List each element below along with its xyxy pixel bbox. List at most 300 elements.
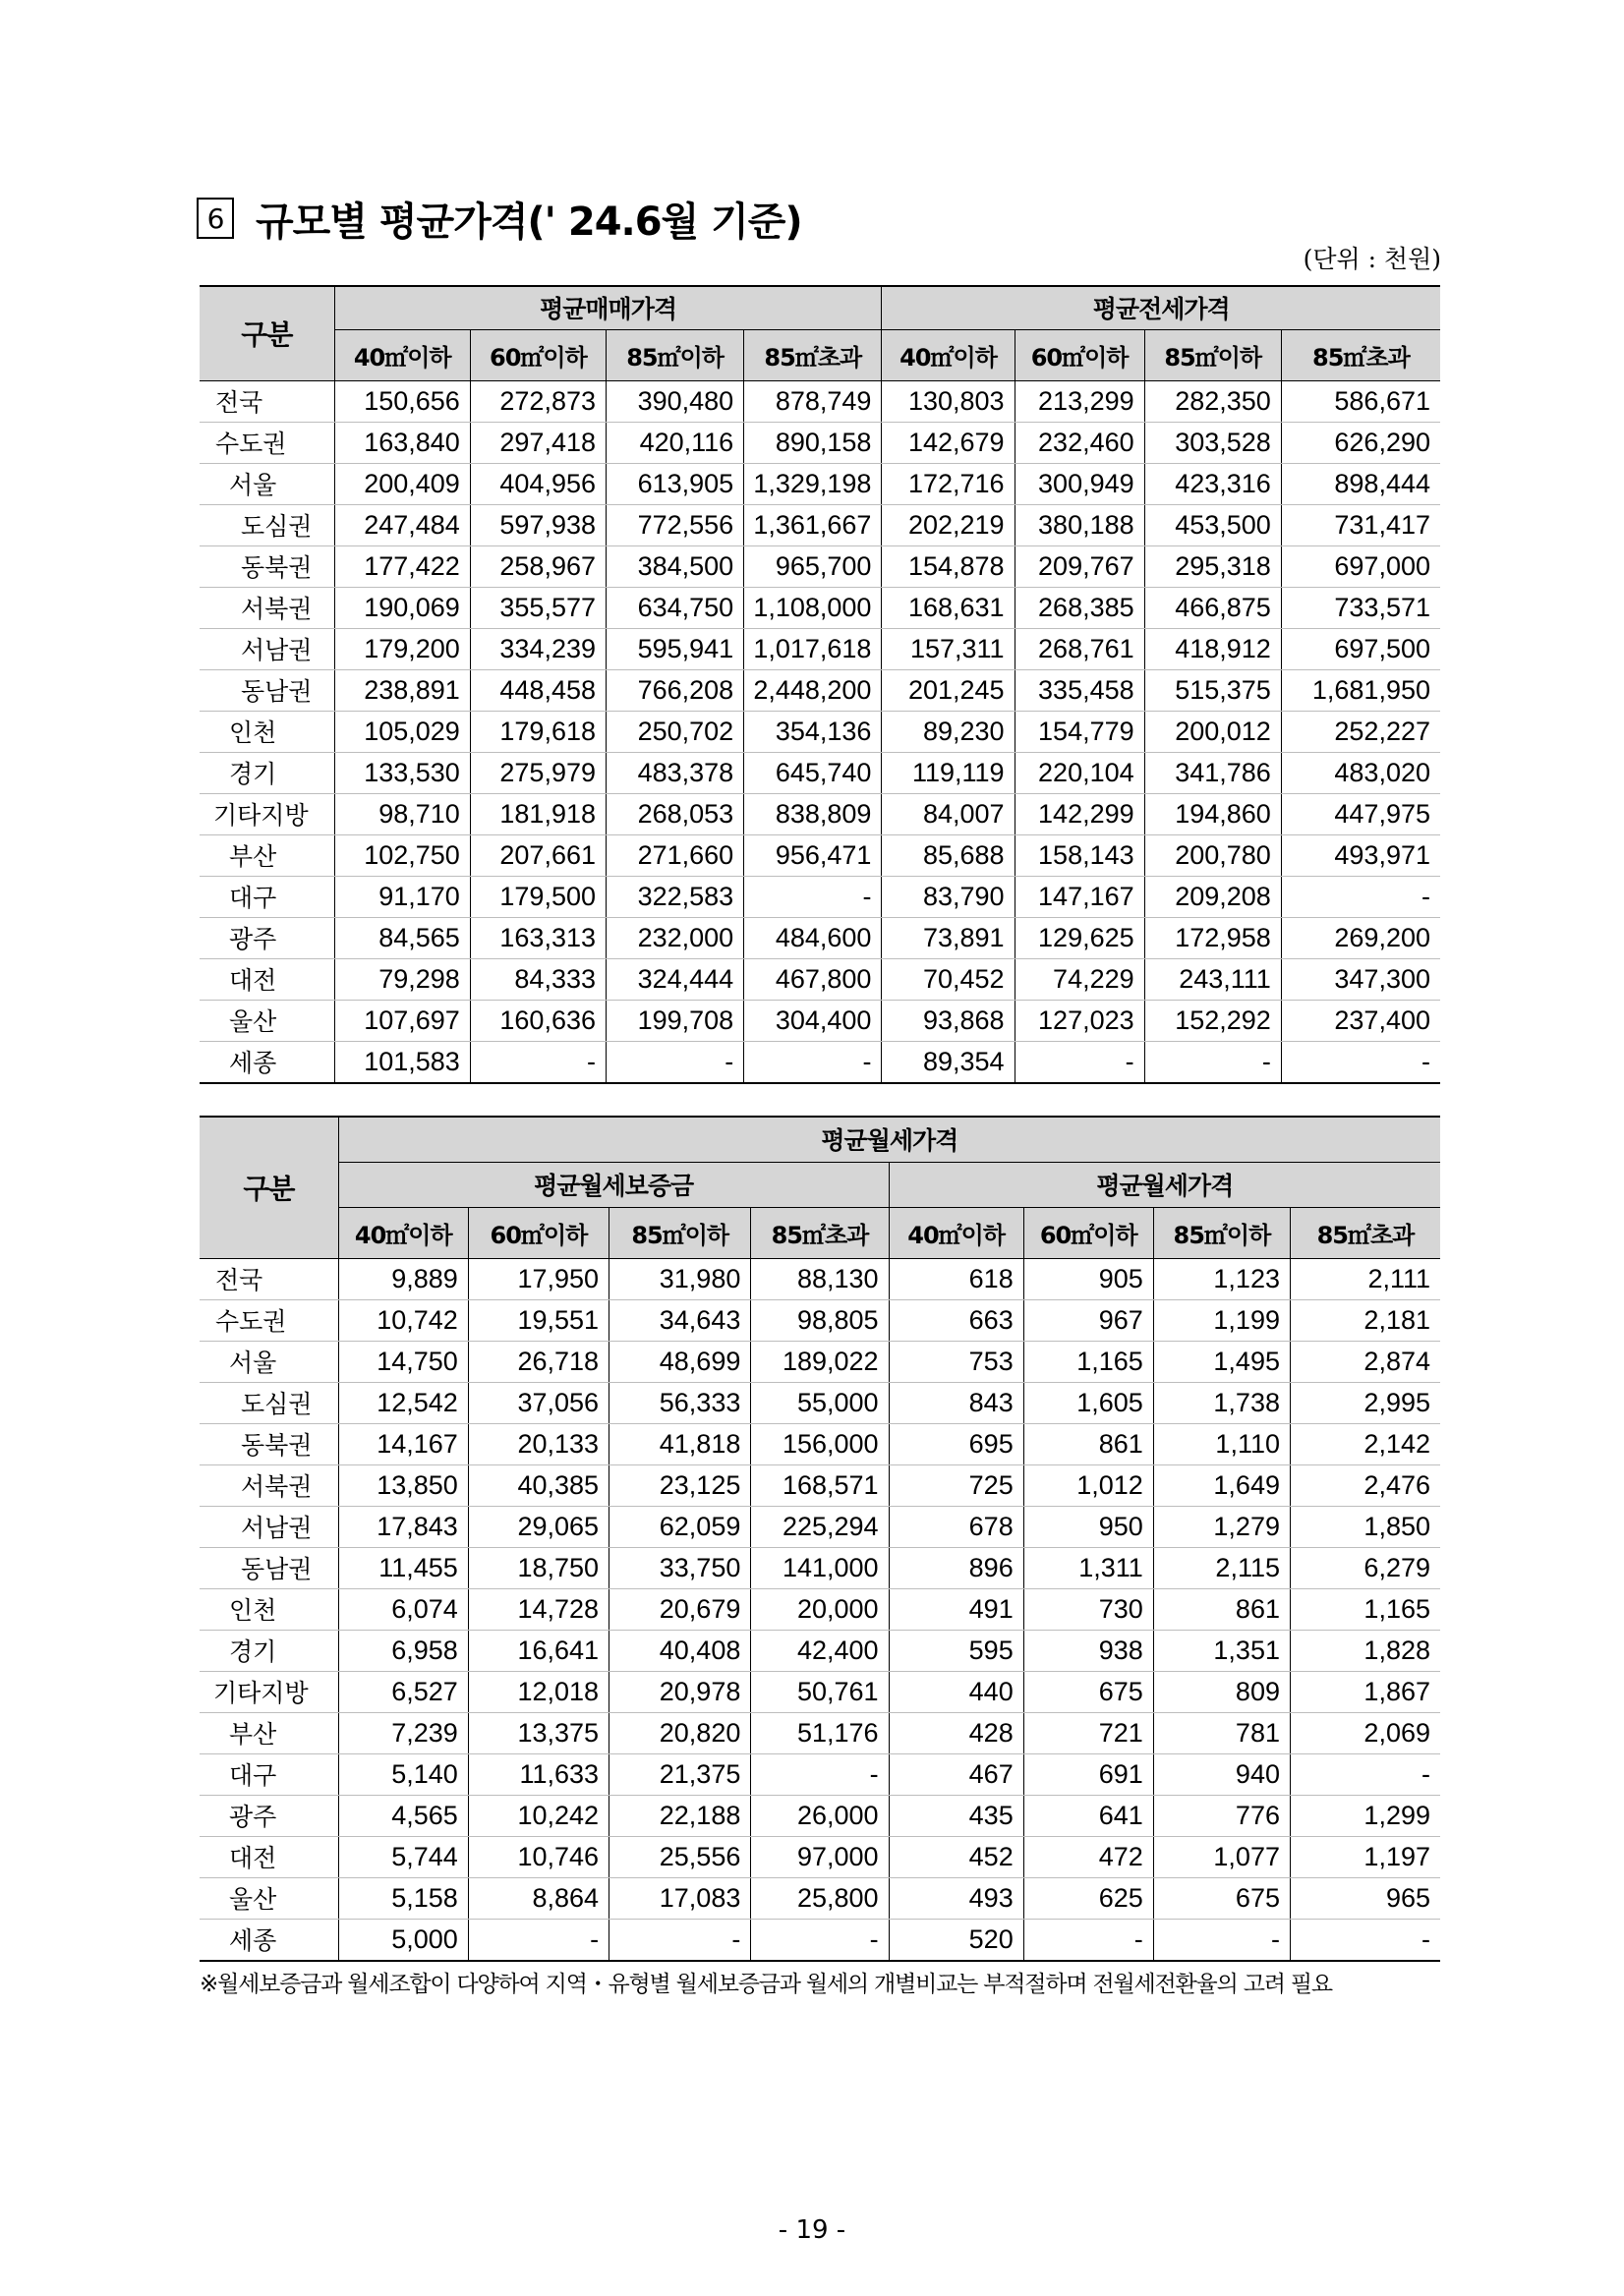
value-cell: 8,864: [468, 1877, 609, 1919]
region-cell: 대구: [200, 876, 334, 917]
value-cell: 89,230: [882, 711, 1015, 752]
value-cell: 695: [889, 1423, 1023, 1464]
value-cell: 733,571: [1281, 587, 1440, 628]
value-cell: 150,656: [334, 380, 470, 422]
value-cell: 202,219: [882, 504, 1015, 545]
table-row: [200, 1464, 1440, 1506]
value-cell: 129,625: [1015, 917, 1144, 958]
value-cell: -: [1281, 876, 1440, 917]
table-row: [200, 1795, 1440, 1836]
region-cell: 동남권: [200, 1547, 338, 1588]
value-cell: 9,889: [338, 1258, 468, 1299]
region-cell: 부산: [200, 834, 334, 876]
region-cell: 서울: [200, 463, 334, 504]
value-cell: 34,643: [609, 1299, 751, 1341]
t1-size-header: 40㎡이하: [882, 329, 1015, 380]
table-row: [200, 669, 1440, 711]
region-cell: 전국: [200, 380, 334, 422]
value-cell: 5,140: [338, 1753, 468, 1795]
region-cell: 광주: [200, 917, 334, 958]
value-cell: 613,905: [607, 463, 744, 504]
value-cell: 18,750: [468, 1547, 609, 1588]
table-row: [200, 1299, 1440, 1341]
value-cell: 626,290: [1281, 422, 1440, 463]
region-cell: 울산: [200, 1000, 334, 1041]
value-cell: 420,116: [607, 422, 744, 463]
value-cell: 295,318: [1144, 545, 1281, 587]
value-cell: 1,361,667: [744, 504, 882, 545]
header-monthly-rent-price: 평균월세가격: [889, 1162, 1440, 1207]
value-cell: -: [1290, 1919, 1440, 1961]
value-cell: 5,000: [338, 1919, 468, 1961]
value-cell: 1,681,950: [1281, 669, 1440, 711]
value-cell: 776: [1153, 1795, 1290, 1836]
value-cell: 98,805: [751, 1299, 889, 1341]
header-monthly-deposit: 평균월세보증금: [338, 1162, 889, 1207]
value-cell: 55,000: [751, 1382, 889, 1423]
value-cell: 181,918: [470, 793, 606, 834]
value-cell: 675: [1023, 1671, 1153, 1712]
region-cell: 대전: [200, 958, 334, 1000]
value-cell: 70,452: [882, 958, 1015, 1000]
value-cell: 258,967: [470, 545, 606, 587]
value-cell: 21,375: [609, 1753, 751, 1795]
value-cell: 11,633: [468, 1753, 609, 1795]
value-cell: 17,843: [338, 1506, 468, 1547]
table-row: [200, 504, 1440, 545]
value-cell: 12,542: [338, 1382, 468, 1423]
value-cell: -: [607, 1041, 744, 1083]
value-cell: 890,158: [744, 422, 882, 463]
value-cell: 62,059: [609, 1506, 751, 1547]
value-cell: 189,022: [751, 1341, 889, 1382]
value-cell: 17,950: [468, 1258, 609, 1299]
value-cell: 91,170: [334, 876, 470, 917]
region-cell: 서남권: [200, 628, 334, 669]
value-cell: -: [744, 1041, 882, 1083]
region-cell: 동북권: [200, 545, 334, 587]
region-cell: 광주: [200, 1795, 338, 1836]
value-cell: 13,375: [468, 1712, 609, 1753]
value-cell: 861: [1023, 1423, 1153, 1464]
value-cell: 2,476: [1290, 1464, 1440, 1506]
value-cell: 154,878: [882, 545, 1015, 587]
value-cell: 79,298: [334, 958, 470, 1000]
value-cell: 483,020: [1281, 752, 1440, 793]
value-cell: 467,800: [744, 958, 882, 1000]
value-cell: 238,891: [334, 669, 470, 711]
value-cell: 428: [889, 1712, 1023, 1753]
value-cell: 105,029: [334, 711, 470, 752]
region-cell: 동북권: [200, 1423, 338, 1464]
value-cell: 209,208: [1144, 876, 1281, 917]
value-cell: 232,460: [1015, 422, 1144, 463]
value-cell: 645,740: [744, 752, 882, 793]
value-cell: 152,292: [1144, 1000, 1281, 1041]
table-row: [200, 958, 1440, 1000]
value-cell: 268,761: [1015, 628, 1144, 669]
value-cell: 1,867: [1290, 1671, 1440, 1712]
value-cell: 163,313: [470, 917, 606, 958]
value-cell: 663: [889, 1299, 1023, 1341]
value-cell: -: [1015, 1041, 1144, 1083]
value-cell: 268,053: [607, 793, 744, 834]
value-cell: 73,891: [882, 917, 1015, 958]
value-cell: 355,577: [470, 587, 606, 628]
value-cell: 448,458: [470, 669, 606, 711]
value-cell: 84,333: [470, 958, 606, 1000]
value-cell: 88,130: [751, 1258, 889, 1299]
table-row: [200, 380, 1440, 422]
value-cell: 237,400: [1281, 1000, 1440, 1041]
value-cell: 11,455: [338, 1547, 468, 1588]
region-cell: 부산: [200, 1712, 338, 1753]
value-cell: 200,780: [1144, 834, 1281, 876]
value-cell: 5,744: [338, 1836, 468, 1877]
value-cell: -: [744, 876, 882, 917]
value-cell: 20,978: [609, 1671, 751, 1712]
value-cell: 207,661: [470, 834, 606, 876]
value-cell: 334,239: [470, 628, 606, 669]
value-cell: 16,641: [468, 1630, 609, 1671]
value-cell: 179,200: [334, 628, 470, 669]
value-cell: 209,767: [1015, 545, 1144, 587]
value-cell: 2,448,200: [744, 669, 882, 711]
t1-size-header: 85㎡초과: [744, 329, 882, 380]
value-cell: 618: [889, 1258, 1023, 1299]
value-cell: 168,631: [882, 587, 1015, 628]
value-cell: 347,300: [1281, 958, 1440, 1000]
value-cell: 133,530: [334, 752, 470, 793]
value-cell: 168,571: [751, 1464, 889, 1506]
value-cell: 158,143: [1015, 834, 1144, 876]
value-cell: 453,500: [1144, 504, 1281, 545]
value-cell: 31,980: [609, 1258, 751, 1299]
value-cell: -: [751, 1753, 889, 1795]
table-row: [200, 834, 1440, 876]
t2-size-header: 85㎡초과: [751, 1207, 889, 1258]
sales-jeonse-price-table: [200, 285, 1440, 1084]
section-number: 6: [197, 198, 234, 239]
value-cell: 7,239: [338, 1712, 468, 1753]
value-cell: 1,165: [1290, 1588, 1440, 1630]
value-cell: 697,500: [1281, 628, 1440, 669]
t1-size-header: 60㎡이하: [470, 329, 606, 380]
value-cell: 297,418: [470, 422, 606, 463]
region-cell: 기타지방: [200, 793, 334, 834]
table-row: [200, 463, 1440, 504]
value-cell: 84,007: [882, 793, 1015, 834]
value-cell: 22,188: [609, 1795, 751, 1836]
table-row: [200, 587, 1440, 628]
value-cell: 678: [889, 1506, 1023, 1547]
value-cell: 10,242: [468, 1795, 609, 1836]
value-cell: 781: [1153, 1712, 1290, 1753]
value-cell: 25,556: [609, 1836, 751, 1877]
value-cell: 6,279: [1290, 1547, 1440, 1588]
value-cell: 101,583: [334, 1041, 470, 1083]
value-cell: 1,311: [1023, 1547, 1153, 1588]
value-cell: 89,354: [882, 1041, 1015, 1083]
value-cell: 225,294: [751, 1506, 889, 1547]
region-cell: 세종: [200, 1041, 334, 1083]
value-cell: 84,565: [334, 917, 470, 958]
region-cell: 인천: [200, 1588, 338, 1630]
value-cell: 515,375: [1144, 669, 1281, 711]
t1-size-header: 40㎡이하: [334, 329, 470, 380]
value-cell: 300,949: [1015, 463, 1144, 504]
value-cell: 1,197: [1290, 1836, 1440, 1877]
value-cell: 93,868: [882, 1000, 1015, 1041]
monthly-rent-table: [200, 1116, 1440, 1962]
value-cell: 1,199: [1153, 1299, 1290, 1341]
region-cell: 동남권: [200, 669, 334, 711]
value-cell: 2,181: [1290, 1299, 1440, 1341]
value-cell: 965: [1290, 1877, 1440, 1919]
region-cell: 경기: [200, 752, 334, 793]
value-cell: 467: [889, 1753, 1023, 1795]
t2-size-header: 85㎡이하: [609, 1207, 751, 1258]
value-cell: 1,108,000: [744, 587, 882, 628]
table-row: [200, 752, 1440, 793]
value-cell: 179,500: [470, 876, 606, 917]
value-cell: 595: [889, 1630, 1023, 1671]
value-cell: 107,697: [334, 1000, 470, 1041]
value-cell: -: [468, 1919, 609, 1961]
value-cell: 1,850: [1290, 1506, 1440, 1547]
table-row: [200, 1919, 1440, 1961]
value-cell: 335,458: [1015, 669, 1144, 711]
value-cell: 491: [889, 1588, 1023, 1630]
value-cell: 861: [1153, 1588, 1290, 1630]
value-cell: 10,742: [338, 1299, 468, 1341]
value-cell: 199,708: [607, 1000, 744, 1041]
value-cell: 243,111: [1144, 958, 1281, 1000]
value-cell: 23,125: [609, 1464, 751, 1506]
value-cell: 303,528: [1144, 422, 1281, 463]
value-cell: 97,000: [751, 1836, 889, 1877]
value-cell: 354,136: [744, 711, 882, 752]
region-cell: 경기: [200, 1630, 338, 1671]
header-monthly-rent: 평균월세가격: [338, 1117, 1440, 1162]
value-cell: 1,351: [1153, 1630, 1290, 1671]
value-cell: 25,800: [751, 1877, 889, 1919]
value-cell: 2,874: [1290, 1341, 1440, 1382]
value-cell: 675: [1153, 1877, 1290, 1919]
value-cell: 484,600: [744, 917, 882, 958]
value-cell: 843: [889, 1382, 1023, 1423]
region-cell: 대구: [200, 1753, 338, 1795]
value-cell: 26,000: [751, 1795, 889, 1836]
page-number: - 19 -: [778, 2215, 846, 2245]
section-title: [197, 189, 802, 248]
value-cell: 41,818: [609, 1423, 751, 1464]
value-cell: 37,056: [468, 1382, 609, 1423]
value-cell: 141,000: [751, 1547, 889, 1588]
value-cell: 14,167: [338, 1423, 468, 1464]
value-cell: 2,111: [1290, 1258, 1440, 1299]
value-cell: 275,979: [470, 752, 606, 793]
region-cell: 인천: [200, 711, 334, 752]
table-row: [200, 793, 1440, 834]
value-cell: 252,227: [1281, 711, 1440, 752]
table-row: [200, 1258, 1440, 1299]
value-cell: 48,699: [609, 1341, 751, 1382]
value-cell: 17,083: [609, 1877, 751, 1919]
value-cell: 423,316: [1144, 463, 1281, 504]
region-cell: 수도권: [200, 422, 334, 463]
table-row: [200, 1671, 1440, 1712]
value-cell: 50,761: [751, 1671, 889, 1712]
value-cell: -: [1281, 1041, 1440, 1083]
table-row: [200, 1630, 1440, 1671]
t1-size-header: 60㎡이하: [1015, 329, 1144, 380]
table-row: [200, 876, 1440, 917]
value-cell: 1,123: [1153, 1258, 1290, 1299]
value-cell: 272,873: [470, 380, 606, 422]
value-cell: 1,738: [1153, 1382, 1290, 1423]
value-cell: 6,527: [338, 1671, 468, 1712]
value-cell: 905: [1023, 1258, 1153, 1299]
table-row: [200, 1506, 1440, 1547]
value-cell: 20,000: [751, 1588, 889, 1630]
value-cell: 595,941: [607, 628, 744, 669]
value-cell: 271,660: [607, 834, 744, 876]
value-cell: 384,500: [607, 545, 744, 587]
value-cell: 1,110: [1153, 1423, 1290, 1464]
header-region: 구분: [200, 286, 334, 380]
value-cell: 691: [1023, 1753, 1153, 1795]
value-cell: 147,167: [1015, 876, 1144, 917]
value-cell: 282,350: [1144, 380, 1281, 422]
value-cell: 19,551: [468, 1299, 609, 1341]
value-cell: 520: [889, 1919, 1023, 1961]
value-cell: 102,750: [334, 834, 470, 876]
value-cell: 172,716: [882, 463, 1015, 504]
value-cell: 483,378: [607, 752, 744, 793]
table-row: [200, 628, 1440, 669]
value-cell: 29,065: [468, 1506, 609, 1547]
table-row: [200, 1877, 1440, 1919]
value-cell: 127,023: [1015, 1000, 1144, 1041]
value-cell: 967: [1023, 1299, 1153, 1341]
value-cell: -: [751, 1919, 889, 1961]
value-cell: 13,850: [338, 1464, 468, 1506]
value-cell: 42,400: [751, 1630, 889, 1671]
value-cell: 1,329,198: [744, 463, 882, 504]
value-cell: 1,017,618: [744, 628, 882, 669]
value-cell: 2,069: [1290, 1712, 1440, 1753]
value-cell: 10,746: [468, 1836, 609, 1877]
value-cell: 435: [889, 1795, 1023, 1836]
value-cell: 766,208: [607, 669, 744, 711]
value-cell: 721: [1023, 1712, 1153, 1753]
table-row: [200, 545, 1440, 587]
value-cell: -: [1290, 1753, 1440, 1795]
value-cell: 247,484: [334, 504, 470, 545]
table-row: [200, 422, 1440, 463]
value-cell: 220,104: [1015, 752, 1144, 793]
value-cell: 1,828: [1290, 1630, 1440, 1671]
value-cell: 200,012: [1144, 711, 1281, 752]
value-cell: 4,565: [338, 1795, 468, 1836]
value-cell: 725: [889, 1464, 1023, 1506]
value-cell: 85,688: [882, 834, 1015, 876]
value-cell: 20,133: [468, 1423, 609, 1464]
t2-size-header: 60㎡이하: [468, 1207, 609, 1258]
value-cell: 896: [889, 1547, 1023, 1588]
region-cell: 도심권: [200, 504, 334, 545]
value-cell: 6,958: [338, 1630, 468, 1671]
region-cell: 전국: [200, 1258, 338, 1299]
value-cell: 697,000: [1281, 545, 1440, 587]
value-cell: 380,188: [1015, 504, 1144, 545]
value-cell: 1,077: [1153, 1836, 1290, 1877]
value-cell: 142,679: [882, 422, 1015, 463]
t1-size-header: 85㎡이하: [607, 329, 744, 380]
value-cell: 20,679: [609, 1588, 751, 1630]
value-cell: 33,750: [609, 1547, 751, 1588]
value-cell: 493: [889, 1877, 1023, 1919]
header-jeonse-price: 평균전세가격: [882, 286, 1440, 329]
value-cell: 493,971: [1281, 834, 1440, 876]
value-cell: 163,840: [334, 422, 470, 463]
value-cell: 160,636: [470, 1000, 606, 1041]
value-cell: 641: [1023, 1795, 1153, 1836]
value-cell: 341,786: [1144, 752, 1281, 793]
t2-size-header: 60㎡이하: [1023, 1207, 1153, 1258]
table-row: [200, 1041, 1440, 1083]
value-cell: 772,556: [607, 504, 744, 545]
table-row: [200, 1588, 1440, 1630]
region-cell: 도심권: [200, 1382, 338, 1423]
value-cell: 878,749: [744, 380, 882, 422]
value-cell: 98,710: [334, 793, 470, 834]
value-cell: 2,142: [1290, 1423, 1440, 1464]
value-cell: 753: [889, 1341, 1023, 1382]
region-cell: 서북권: [200, 587, 334, 628]
region-cell: 서북권: [200, 1464, 338, 1506]
value-cell: 177,422: [334, 545, 470, 587]
table-row: [200, 1547, 1440, 1588]
value-cell: 172,958: [1144, 917, 1281, 958]
table-row: [200, 1712, 1440, 1753]
value-cell: 119,119: [882, 752, 1015, 793]
value-cell: 1,012: [1023, 1464, 1153, 1506]
value-cell: 304,400: [744, 1000, 882, 1041]
table-row: [200, 1423, 1440, 1464]
value-cell: 83,790: [882, 876, 1015, 917]
value-cell: 2,995: [1290, 1382, 1440, 1423]
t2-size-header: 85㎡초과: [1290, 1207, 1440, 1258]
value-cell: -: [1023, 1919, 1153, 1961]
value-cell: 597,938: [470, 504, 606, 545]
value-cell: 6,074: [338, 1588, 468, 1630]
value-cell: -: [470, 1041, 606, 1083]
value-cell: 157,311: [882, 628, 1015, 669]
value-cell: 1,279: [1153, 1506, 1290, 1547]
value-cell: 1,495: [1153, 1341, 1290, 1382]
value-cell: 447,975: [1281, 793, 1440, 834]
value-cell: 268,385: [1015, 587, 1144, 628]
region-cell: 세종: [200, 1919, 338, 1961]
table-row: [200, 917, 1440, 958]
value-cell: 586,671: [1281, 380, 1440, 422]
region-cell: 기타지방: [200, 1671, 338, 1712]
t1-size-header: 85㎡이하: [1144, 329, 1281, 380]
value-cell: 56,333: [609, 1382, 751, 1423]
value-cell: 730: [1023, 1588, 1153, 1630]
